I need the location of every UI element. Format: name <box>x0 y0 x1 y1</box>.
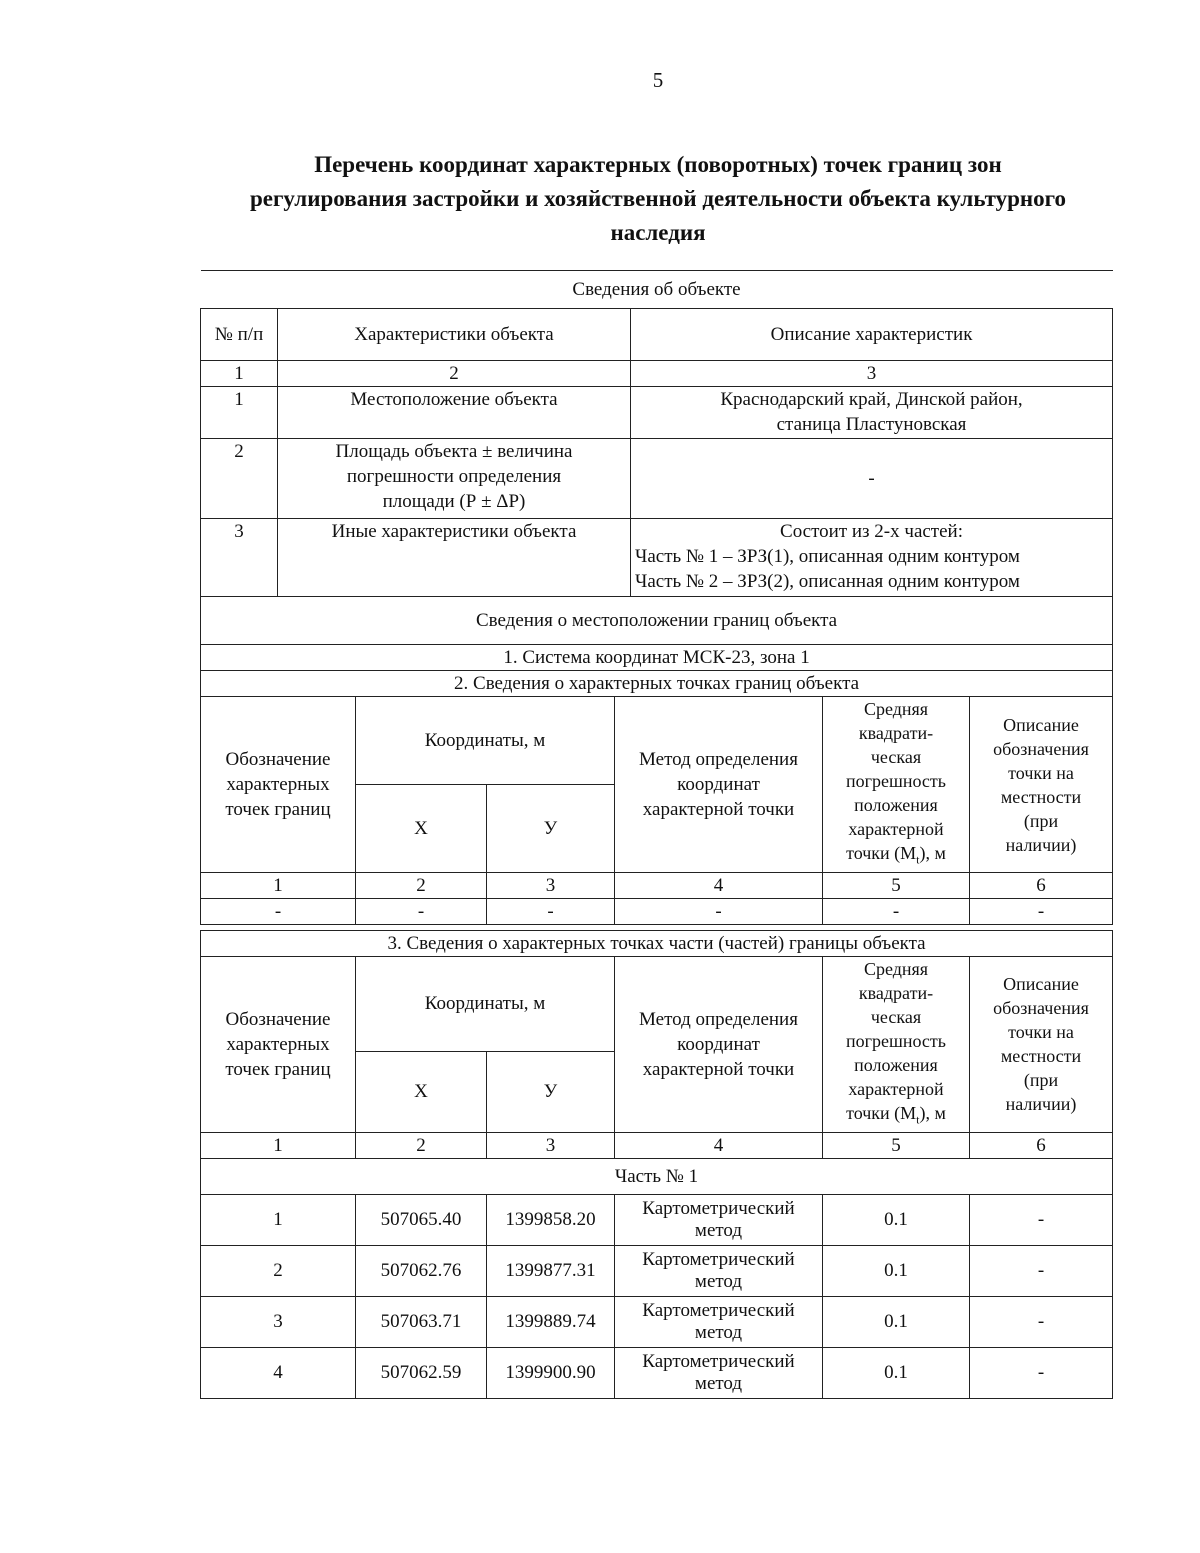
point-id: 4 <box>201 1347 356 1398</box>
location-header: Сведения о местоположении границ объекта <box>201 597 1113 645</box>
point-y: 1399877.31 <box>487 1245 615 1296</box>
row-num: 2 <box>201 439 278 519</box>
empty-cell: - <box>615 899 823 925</box>
header-line: квадрати- <box>858 723 934 744</box>
method-line: Картометрический <box>642 1197 795 1219</box>
header-line <box>827 1101 965 1132</box>
col-number: 5 <box>823 873 970 899</box>
col-number: 3 <box>487 1132 615 1158</box>
header-line: точки на <box>1008 762 1074 783</box>
header-line: характерной <box>848 1079 944 1099</box>
characteristic-line: Площадь объекта ± величина <box>335 441 573 462</box>
header-line: характерной точки <box>642 799 795 820</box>
header-line: Описание <box>1003 974 1079 995</box>
point-method <box>615 1194 823 1245</box>
desc-line: Часть № 1 – ЗРЗ(1), описанная одним контуром <box>635 546 1020 567</box>
desc-line: Состоит из 2-х частей: <box>780 521 963 542</box>
col-header-characteristics: Характеристики объекта <box>278 309 631 361</box>
empty-cell: - <box>487 899 615 925</box>
row-num: 3 <box>201 519 278 597</box>
point-description: - <box>970 1347 1113 1398</box>
header-line: точки на <box>1008 1022 1074 1043</box>
point-id: 1 <box>201 1194 356 1245</box>
point-description: - <box>970 1245 1113 1296</box>
method-line: метод <box>694 1321 743 1343</box>
col-number: 2 <box>356 1132 487 1158</box>
row-characteristic <box>278 439 631 519</box>
point-x: 507062.59 <box>356 1347 487 1398</box>
coord-system: 1. Система координат МСК-23, зона 1 <box>201 645 1113 671</box>
point-error: 0.1 <box>823 1245 970 1296</box>
col-number: 5 <box>823 1132 970 1158</box>
header-line: местности <box>1000 1046 1082 1067</box>
method-line: метод <box>694 1372 743 1394</box>
header-coords: Координаты, м <box>356 957 615 1052</box>
header-line: (при <box>1023 810 1059 831</box>
header-x: Х <box>356 1051 487 1132</box>
empty-cell: - <box>970 899 1113 925</box>
boundary-points-table <box>200 596 1113 925</box>
header-line: Средняя <box>863 959 929 979</box>
method-line: метод <box>694 1219 743 1241</box>
point-id: 3 <box>201 1296 356 1347</box>
col-number: 2 <box>356 873 487 899</box>
header-point-designation <box>201 697 356 873</box>
point-method <box>615 1245 823 1296</box>
point-error: 0.1 <box>823 1347 970 1398</box>
header-line: обозначения <box>993 998 1089 1019</box>
point-y: 1399858.20 <box>487 1194 615 1245</box>
col-number: 3 <box>487 873 615 899</box>
header-error <box>823 957 970 1133</box>
method-line: метод <box>694 1270 743 1292</box>
header-line: точек границ <box>225 799 331 820</box>
table-row <box>201 1347 1113 1398</box>
table-row <box>201 1194 1113 1245</box>
col-number: 1 <box>201 1132 356 1158</box>
header-line: характерной <box>848 819 944 840</box>
col-number: 4 <box>615 1132 823 1158</box>
method-line: Картометрический <box>642 1299 795 1321</box>
header-point-designation <box>201 957 356 1133</box>
section2-title: 2. Сведения о характерных точках границ объекта <box>201 671 1113 697</box>
header-description <box>970 957 1113 1133</box>
col-number: 1 <box>201 361 278 387</box>
header-line: координат <box>677 774 760 795</box>
document-title: Перечень координат характерных (поворотных) точек границ зон регулирования застройки и хозяйственной деятельности объекта культурного наследия <box>249 152 1067 245</box>
table-row <box>201 1245 1113 1296</box>
header-line: Описание <box>1003 714 1079 735</box>
table-row <box>201 1296 1113 1347</box>
header-line: характерных <box>226 1033 330 1055</box>
header-text: ), м <box>919 843 946 864</box>
method-line: Картометрический <box>642 1350 795 1372</box>
row-characteristic: Иные характеристики объекта <box>278 519 631 597</box>
header-line: наличии) <box>1005 834 1077 855</box>
point-x: 507062.76 <box>356 1245 487 1296</box>
point-description: - <box>970 1194 1113 1245</box>
header-y: У <box>487 785 615 873</box>
header-line: положения <box>854 1055 938 1075</box>
header-sub: t <box>916 852 920 867</box>
col-header-num-label: № п/п <box>214 324 264 345</box>
col-number: 2 <box>278 361 631 387</box>
header-line: положения <box>854 795 938 816</box>
header-line: ческая <box>870 747 922 768</box>
characteristic-line: площади (Р ± ΔР) <box>382 491 526 512</box>
empty-cell: - <box>823 899 970 925</box>
header-line: Средняя <box>863 699 929 720</box>
header-description <box>970 697 1113 873</box>
col-number: 6 <box>970 873 1113 899</box>
point-method <box>615 1347 823 1398</box>
header-line: погрешность <box>845 771 946 792</box>
header-line: (при <box>1023 1070 1059 1091</box>
header-method <box>615 697 823 873</box>
part-points-table <box>200 930 1113 1399</box>
header-text: точки (М <box>846 843 917 864</box>
header-line: точек границ <box>225 1058 331 1080</box>
header-line: Метод определения <box>639 749 798 770</box>
header-coords: Координаты, м <box>356 697 615 785</box>
method-line: Картометрический <box>642 1248 795 1270</box>
point-error: 0.1 <box>823 1194 970 1245</box>
header-line: Обозначение <box>225 1008 331 1030</box>
point-description: - <box>970 1296 1113 1347</box>
header-text: ), м <box>919 1103 946 1123</box>
row-num: 1 <box>201 387 278 439</box>
object-info-table <box>200 270 1113 597</box>
point-error: 0.1 <box>823 1296 970 1347</box>
empty-cell: - <box>356 899 487 925</box>
header-text: точки (М <box>846 1103 917 1123</box>
header-line: характерной точки <box>642 1058 795 1080</box>
row-characteristic: Местоположение объекта <box>278 387 631 439</box>
section3-title: 3. Сведения о характерных точках части (частей) границы объекта <box>201 931 1113 957</box>
header-line: наличии) <box>1005 1094 1077 1115</box>
col-number: 1 <box>201 873 356 899</box>
part-label: Часть № 1 <box>201 1158 1113 1194</box>
desc-line: Краснодарский край, Динской район, <box>720 389 1023 410</box>
object-info-header: Сведения об объекте <box>201 271 1113 309</box>
header-sub: t <box>916 1112 920 1127</box>
header-method <box>615 957 823 1133</box>
empty-cell: - <box>201 899 356 925</box>
header-line: Метод определения <box>639 1008 798 1030</box>
header-x: Х <box>356 785 487 873</box>
desc-line: Часть № 2 – ЗРЗ(2), описанная одним контуром <box>635 571 1020 592</box>
header-line: характерных <box>226 774 330 795</box>
desc-line: станица Пластуновская <box>776 414 967 435</box>
point-x: 507063.71 <box>356 1296 487 1347</box>
header-line: Обозначение <box>225 749 331 770</box>
header-line: координат <box>677 1033 760 1055</box>
characteristic-line: погрешности определения <box>346 466 562 487</box>
point-y: 1399900.90 <box>487 1347 615 1398</box>
col-header-num <box>201 309 278 361</box>
header-line: обозначения <box>993 738 1089 759</box>
point-y: 1399889.74 <box>487 1296 615 1347</box>
page-number: 5 <box>652 68 664 92</box>
col-number: 3 <box>631 361 1113 387</box>
header-line: местности <box>1000 786 1082 807</box>
header-line: квадрати- <box>858 983 934 1003</box>
col-header-description: Описание характеристик <box>631 309 1113 361</box>
header-line: ческая <box>870 1007 922 1027</box>
header-y: У <box>487 1051 615 1132</box>
header-line <box>827 841 965 872</box>
row-description <box>631 519 1113 597</box>
header-error <box>823 697 970 873</box>
point-x: 507065.40 <box>356 1194 487 1245</box>
point-method <box>615 1296 823 1347</box>
col-number: 4 <box>615 873 823 899</box>
row-description <box>631 387 1113 439</box>
header-line: погрешность <box>845 1031 946 1051</box>
point-id: 2 <box>201 1245 356 1296</box>
row-description: - <box>631 439 1113 519</box>
col-number: 6 <box>970 1132 1113 1158</box>
